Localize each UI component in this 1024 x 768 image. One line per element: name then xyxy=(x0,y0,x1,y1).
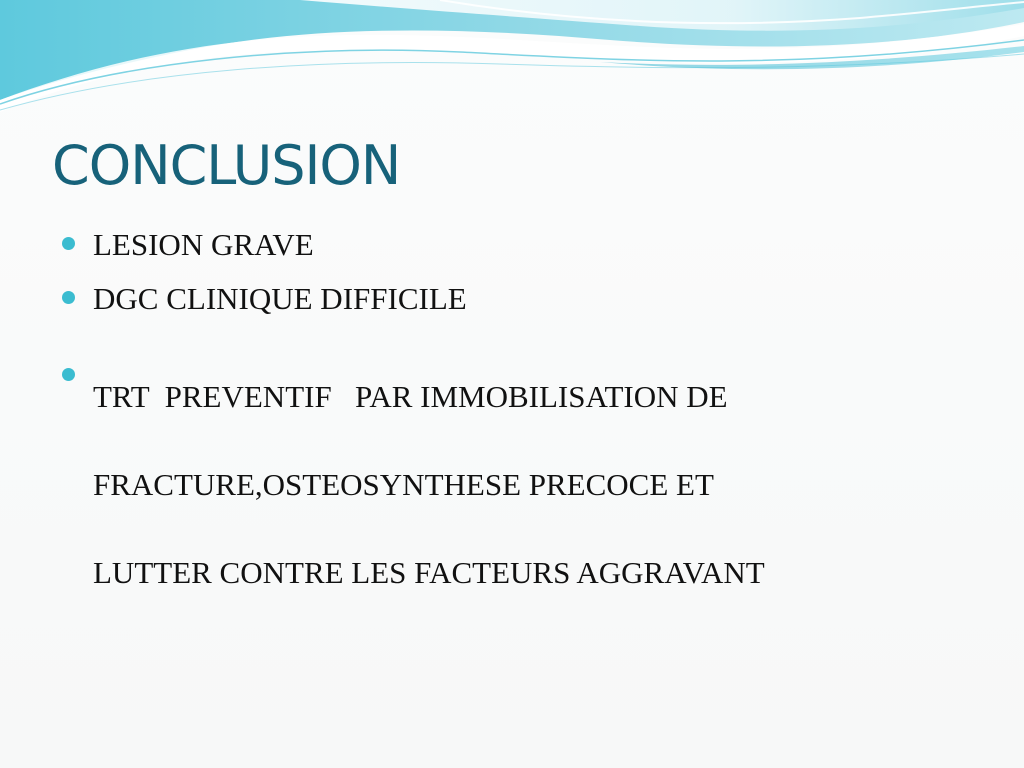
bullet-dot-icon xyxy=(62,237,75,250)
bullet-item xyxy=(62,353,992,617)
bullet-text-continuation: LUTTER CONTRE LES FACTEURS AGGRAVANT xyxy=(93,555,765,590)
bullet-list xyxy=(62,222,992,617)
bullet-item xyxy=(62,222,992,267)
bullet-dot-icon xyxy=(62,368,75,381)
bullet-text-continuation: FRACTURE,OSTEOSYNTHESE PRECOCE ET xyxy=(93,467,714,502)
slide-title: CONCLUSION xyxy=(52,134,401,197)
bullet-text: DGC CLINIQUE DIFFICILE xyxy=(93,281,467,316)
bullet-dot-icon xyxy=(62,291,75,304)
wave-decoration xyxy=(0,0,1024,130)
bullet-text: LESION GRAVE xyxy=(93,227,314,262)
bullet-item xyxy=(62,276,992,321)
bullet-text: TRT PREVENTIF PAR IMMOBILISATION DE xyxy=(93,379,728,414)
